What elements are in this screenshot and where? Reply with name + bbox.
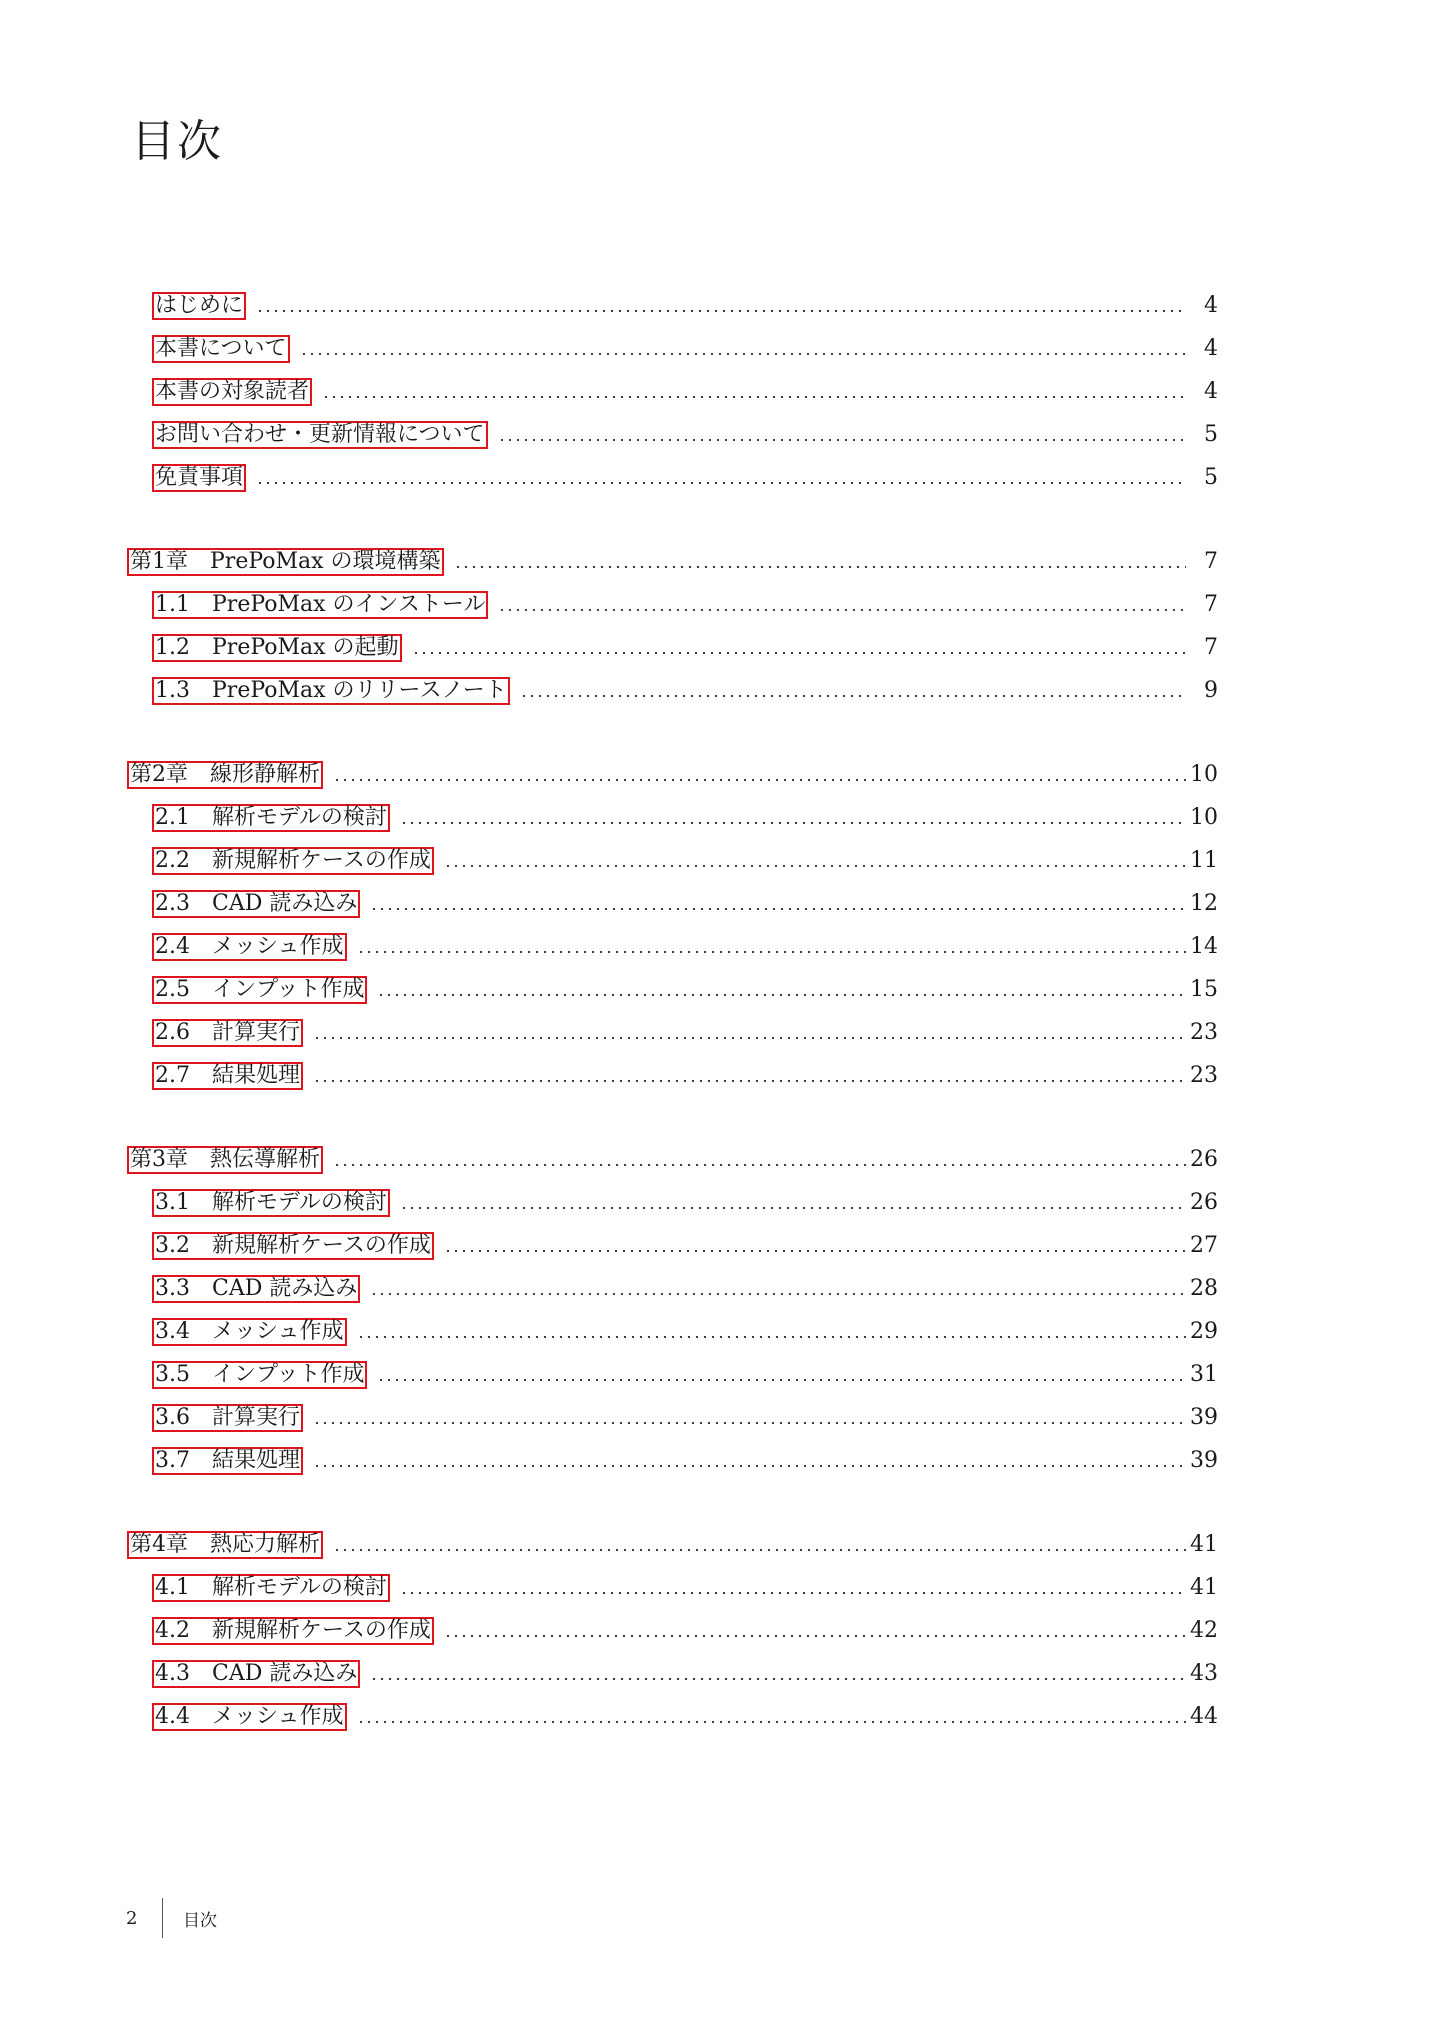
toc-entry-text: 線形静解析: [210, 762, 321, 787]
toc-entry-text: 結果処理: [212, 1448, 301, 1473]
toc-page-number: 27: [1190, 1233, 1218, 1258]
toc-entry-label[interactable]: [152, 1361, 367, 1389]
toc-entry-row[interactable]: [152, 1658, 1218, 1690]
toc-entry-text: メッシュ作成: [212, 1319, 344, 1344]
toc-page-number: 10: [1190, 762, 1218, 787]
toc-page-number: 15: [1190, 977, 1218, 1002]
toc-entry-text: 新規解析ケースの作成: [212, 1618, 431, 1643]
toc-entry-label[interactable]: [152, 292, 246, 320]
toc-entry-number: 1.1: [155, 592, 190, 617]
toc-leader-dots: [313, 1422, 1186, 1424]
toc-entry-number: 3.2: [155, 1233, 190, 1258]
toc-leader-dots: [333, 1549, 1186, 1551]
toc-entry-number: 2.7: [155, 1063, 190, 1088]
toc-page-number: 39: [1190, 1405, 1218, 1430]
toc-page-number: 14: [1190, 934, 1218, 959]
toc-leader-dots: [444, 1250, 1186, 1252]
toc-entry-label[interactable]: [152, 1275, 360, 1303]
toc-page-number: 23: [1190, 1020, 1218, 1045]
toc-entry-text: CAD 読み込み: [212, 1661, 358, 1686]
toc-entry-row[interactable]: [152, 290, 1218, 322]
toc-entry-number: 2.4: [155, 934, 190, 959]
toc-entry-row[interactable]: [152, 802, 1218, 834]
toc-entry-row[interactable]: [152, 888, 1218, 920]
toc-entry-label[interactable]: [152, 1318, 347, 1346]
toc-entry-label[interactable]: [152, 591, 488, 619]
toc-leader-dots: [313, 1465, 1186, 1467]
toc-entry-label[interactable]: [152, 1019, 303, 1047]
toc-page-number: 41: [1190, 1532, 1218, 1557]
toc-leader-dots: [370, 1293, 1186, 1295]
toc-entry-text: 免責事項: [155, 465, 244, 490]
toc-page-number: 43: [1190, 1661, 1218, 1686]
toc-chapter-row[interactable]: [127, 1144, 1218, 1176]
toc-entry-row[interactable]: [152, 1701, 1218, 1733]
toc-leader-dots: [256, 482, 1186, 484]
toc-entry-number: 4.1: [155, 1575, 190, 1600]
toc-entry-number: 第2章: [130, 762, 188, 787]
toc-entry-row[interactable]: [152, 1187, 1218, 1219]
toc-page-number: 10: [1190, 805, 1218, 830]
toc-page-number: 4: [1204, 336, 1218, 361]
toc-entry-number: 2.3: [155, 891, 190, 916]
toc-entry-text: 新規解析ケースの作成: [212, 1233, 431, 1258]
toc-entry-text: 解析モデルの検討: [212, 1575, 387, 1600]
toc-entry-text: メッシュ作成: [212, 1704, 344, 1729]
toc-entry-text: PrePoMax のリリースノート: [212, 678, 507, 703]
toc-page-number: 23: [1190, 1063, 1218, 1088]
toc-entry-label[interactable]: [152, 634, 402, 662]
toc-entry-text: PrePoMax の環境構築: [210, 549, 441, 574]
toc-leader-dots: [377, 1379, 1186, 1381]
toc-entry-text: お問い合わせ・更新情報について: [155, 422, 485, 447]
toc-entry-row[interactable]: [152, 1615, 1218, 1647]
toc-leader-dots: [357, 1721, 1186, 1723]
toc-entry-text: インプット作成: [212, 977, 365, 1002]
toc-entry-label[interactable]: [152, 421, 488, 449]
toc-entry-number: 第3章: [130, 1147, 188, 1172]
toc-entry-number: 第1章: [130, 549, 188, 574]
toc-page-number: 7: [1204, 549, 1218, 574]
toc-entry-row[interactable]: [152, 1316, 1218, 1348]
toc-entry-text: PrePoMax の起動: [212, 635, 399, 660]
toc-leader-dots: [454, 566, 1186, 568]
toc-leader-dots: [357, 951, 1186, 953]
toc-entry-label[interactable]: [152, 1404, 303, 1432]
toc-page-number: 28: [1190, 1276, 1218, 1301]
toc-entry-text: 解析モデルの検討: [212, 805, 387, 830]
toc-leader-dots: [400, 1592, 1186, 1594]
toc-leader-dots: [444, 865, 1186, 867]
toc-entry-text: 熱伝導解析: [210, 1147, 321, 1172]
footer-page-number: 2: [126, 1907, 138, 1929]
toc-entry-label[interactable]: [152, 1189, 390, 1217]
toc-entry-label[interactable]: [152, 847, 434, 875]
toc-entry-text: 解析モデルの検討: [212, 1190, 387, 1215]
toc-page-number: 41: [1190, 1575, 1218, 1600]
toc-page-number: 7: [1204, 592, 1218, 617]
toc-entry-number: 3.5: [155, 1362, 190, 1387]
toc-entry-number: 3.7: [155, 1448, 190, 1473]
toc-entry-label[interactable]: [152, 1617, 434, 1645]
toc-chapter-row[interactable]: [127, 759, 1218, 791]
toc-entry-row[interactable]: [152, 1017, 1218, 1049]
toc-leader-dots: [412, 652, 1186, 654]
toc-entry-label[interactable]: [152, 1447, 303, 1475]
toc-entry-label[interactable]: [152, 1703, 347, 1731]
toc-entry-row[interactable]: [152, 1402, 1218, 1434]
toc-entry-row[interactable]: [152, 1445, 1218, 1477]
toc-entry-label[interactable]: [127, 761, 323, 789]
toc-page-number: 39: [1190, 1448, 1218, 1473]
toc-entry-label[interactable]: [127, 548, 444, 576]
toc-leader-dots: [357, 1336, 1186, 1338]
toc-entry-label[interactable]: [152, 976, 367, 1004]
toc-page-number: 26: [1190, 1147, 1218, 1172]
toc-entry-row[interactable]: [152, 632, 1218, 664]
toc-leader-dots: [498, 439, 1186, 441]
toc-entry-number: 2.5: [155, 977, 190, 1002]
page-title: 目次: [131, 116, 223, 167]
toc-entry-row[interactable]: [152, 1359, 1218, 1391]
toc-page-number: 4: [1204, 293, 1218, 318]
toc-entry-number: 3.6: [155, 1405, 190, 1430]
toc-leader-dots: [400, 1207, 1186, 1209]
toc-page-number: 7: [1204, 635, 1218, 660]
toc-leader-dots: [256, 310, 1186, 312]
toc-entry-label[interactable]: [152, 464, 246, 492]
toc-entry-text: 計算実行: [212, 1405, 301, 1430]
toc-leader-dots: [444, 1635, 1186, 1637]
toc-entry-label[interactable]: [152, 1660, 360, 1688]
toc-entry-number: 3.1: [155, 1190, 190, 1215]
toc-entry-text: CAD 読み込み: [212, 1276, 358, 1301]
toc-entry-text: インプット作成: [212, 1362, 365, 1387]
toc-page-number: 12: [1190, 891, 1218, 916]
toc-page-number: 31: [1190, 1362, 1218, 1387]
toc-chapter-row[interactable]: [127, 1529, 1218, 1561]
toc-entry-text: はじめに: [155, 293, 244, 318]
toc-leader-dots: [370, 908, 1186, 910]
toc-leader-dots: [313, 1037, 1186, 1039]
toc-entry-number: 1.2: [155, 635, 190, 660]
toc-entry-text: CAD 読み込み: [212, 891, 358, 916]
toc-entry-text: 本書の対象読者: [155, 379, 310, 404]
toc-entry-label[interactable]: [152, 335, 290, 363]
toc-entry-number: 3.3: [155, 1276, 190, 1301]
toc-entry-row[interactable]: [152, 333, 1218, 365]
toc-entry-row[interactable]: [152, 845, 1218, 877]
toc-entry-row[interactable]: [152, 1230, 1218, 1262]
toc-entry-number: 1.3: [155, 678, 190, 703]
toc-entry-text: PrePoMax のインストール: [212, 592, 486, 617]
toc-entry-text: 熱応力解析: [210, 1532, 321, 1557]
toc-entry-label[interactable]: [152, 677, 510, 705]
toc-entry-number: 2.2: [155, 848, 190, 873]
toc-entry-row[interactable]: [152, 1060, 1218, 1092]
toc-entry-text: 本書について: [155, 336, 287, 361]
toc-entry-row[interactable]: [152, 376, 1218, 408]
toc-entry-number: 第4章: [130, 1532, 188, 1557]
toc-entry-label[interactable]: [152, 890, 360, 918]
toc-entry-label[interactable]: [127, 1531, 323, 1559]
toc-leader-dots: [300, 353, 1186, 355]
toc-leader-dots: [333, 779, 1186, 781]
toc-entry-label[interactable]: [152, 1232, 434, 1260]
toc-entry-text: 計算実行: [212, 1020, 301, 1045]
toc-page-number: 29: [1190, 1319, 1218, 1344]
footer-divider: [162, 1898, 163, 1938]
footer-section-title: 目次: [183, 1910, 217, 1931]
toc-chapter-row[interactable]: [127, 546, 1218, 578]
toc-entry-label[interactable]: [152, 933, 347, 961]
toc-entry-label[interactable]: [152, 1574, 390, 1602]
toc-entry-number: 4.4: [155, 1704, 190, 1729]
toc-leader-dots: [498, 609, 1186, 611]
toc-entry-row[interactable]: [152, 462, 1218, 494]
toc-entry-label[interactable]: [127, 1146, 323, 1174]
toc-page-number: 26: [1190, 1190, 1218, 1215]
toc-page-number: 9: [1204, 678, 1218, 703]
toc-leader-dots: [322, 396, 1186, 398]
toc-leader-dots: [400, 822, 1186, 824]
toc-entry-row[interactable]: [152, 1273, 1218, 1305]
toc-leader-dots: [377, 994, 1186, 996]
toc-entry-number: 3.4: [155, 1319, 190, 1344]
toc-page-number: 44: [1190, 1704, 1218, 1729]
toc-page-number: 5: [1204, 422, 1218, 447]
toc-page-number: 11: [1190, 848, 1218, 873]
toc-entry-number: 4.2: [155, 1618, 190, 1643]
toc-leader-dots: [520, 695, 1186, 697]
toc-entry-number: 2.6: [155, 1020, 190, 1045]
toc-leader-dots: [370, 1678, 1186, 1680]
toc-entry-row[interactable]: [152, 931, 1218, 963]
toc-page-number: 5: [1204, 465, 1218, 490]
toc-entry-label[interactable]: [152, 804, 390, 832]
toc-entry-text: メッシュ作成: [212, 934, 344, 959]
toc-entry-row[interactable]: [152, 419, 1218, 451]
page-footer: [126, 1896, 217, 1940]
toc-entry-row[interactable]: [152, 1572, 1218, 1604]
toc-entry-row[interactable]: [152, 974, 1218, 1006]
toc-entry-label[interactable]: [152, 378, 312, 406]
toc-entry-row[interactable]: [152, 675, 1218, 707]
toc-entry-label[interactable]: [152, 1062, 303, 1090]
toc-entry-row[interactable]: [152, 589, 1218, 621]
toc-entry-text: 新規解析ケースの作成: [212, 848, 431, 873]
toc-page-number: 42: [1190, 1618, 1218, 1643]
toc-entry-number: 4.3: [155, 1661, 190, 1686]
toc-leader-dots: [313, 1080, 1186, 1082]
toc-entry-text: 結果処理: [212, 1063, 301, 1088]
toc-entry-number: 2.1: [155, 805, 190, 830]
toc-page-number: 4: [1204, 379, 1218, 404]
toc-leader-dots: [333, 1164, 1186, 1166]
